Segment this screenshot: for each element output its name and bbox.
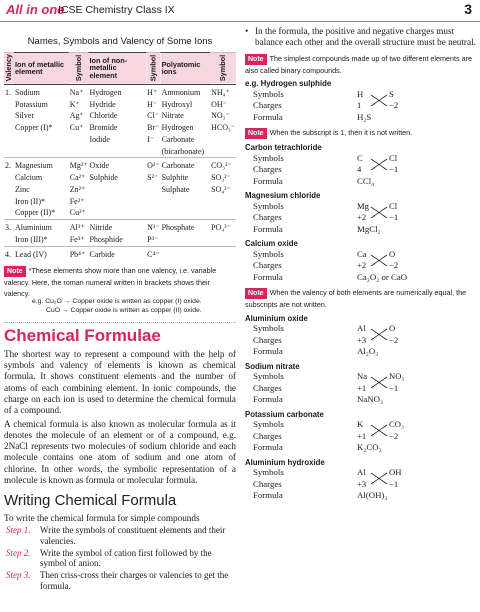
table-cell: NO₃⁻ <box>211 111 230 121</box>
table-cell <box>146 207 160 219</box>
charge-2: −1 <box>389 212 399 223</box>
table-cell: Cu²⁺ <box>69 208 86 218</box>
table-cell: Carbonate <box>161 158 211 172</box>
formula-value: Ca₂O₂ or CaO <box>357 271 408 282</box>
table-cell <box>210 134 236 146</box>
charges-label: Charges <box>253 478 282 489</box>
valency-cell <box>4 196 14 208</box>
formula-label: Formula <box>253 442 283 453</box>
table-cell: Nitrate <box>161 111 184 121</box>
table-cell <box>161 234 211 246</box>
table-row <box>4 172 236 184</box>
right-column <box>245 26 477 502</box>
symbols-label: Symbols <box>253 152 284 163</box>
symbol-2: NO₃ <box>389 371 405 382</box>
criss-cross-diagram <box>357 371 477 394</box>
left-column <box>4 26 236 592</box>
charge-1: +3 <box>357 334 367 345</box>
note-binary <box>245 53 477 75</box>
symbols-label: Symbols <box>253 248 284 259</box>
symbols-label: Symbols <box>253 371 284 382</box>
charge-2: −2 <box>389 334 399 345</box>
formula-value: Al₂O₃ <box>357 346 379 357</box>
formula-value: H₂S <box>357 111 372 122</box>
table-cell <box>88 146 146 158</box>
valency-cell <box>4 99 14 111</box>
symbols-label: Symbols <box>253 200 284 211</box>
table-cell: I⁻ <box>147 134 155 144</box>
writing-formula-heading: Writing Chemical Formula <box>4 492 177 510</box>
step-item <box>4 525 236 547</box>
table-cell: Carbonate <box>161 134 195 144</box>
symbol-1: Ca <box>357 248 367 259</box>
table-cell: Na⁺ <box>69 84 89 98</box>
valency-cell <box>4 172 14 184</box>
table-cell <box>69 146 89 158</box>
criss-cross-diagram <box>357 323 477 346</box>
formula-value: CCl₄ <box>357 175 375 186</box>
table-cell: Potassium <box>15 99 48 109</box>
writing-intro: To write the chemical formula for simple compounds <box>4 512 200 523</box>
table-cell: Nitride <box>88 220 146 234</box>
compound-example <box>245 410 477 454</box>
charges-label: Charges <box>253 382 282 393</box>
step-label: Step 3. <box>6 570 31 581</box>
table-row <box>4 110 236 122</box>
charge-1: +2 <box>357 212 367 223</box>
table-cell: Iron (II)* <box>15 196 45 206</box>
chemical-formulae-heading: Chemical Formulae <box>4 322 236 347</box>
example-title: e.g. Hydrogen sulphide <box>245 79 332 89</box>
valency-cell <box>4 234 14 246</box>
valency-cell <box>4 184 14 196</box>
table-cell <box>146 184 160 196</box>
table-cell: Hydroxyl <box>161 99 193 109</box>
compound-example <box>245 362 477 406</box>
formula-label: Formula <box>253 223 283 234</box>
valency-cell <box>4 207 14 219</box>
table-cell <box>210 146 236 158</box>
charge-1: 1 <box>357 100 362 111</box>
table-cell: S²⁻ <box>147 173 159 183</box>
table-cell: NH₄⁺ <box>210 84 236 98</box>
charge-1: +1 <box>357 382 367 393</box>
symbol-1: C <box>357 152 363 163</box>
compound-example <box>245 239 477 283</box>
table-cell: CO₃²⁻ <box>210 158 236 172</box>
table-cell: H⁻ <box>147 99 158 109</box>
symbol-2: O <box>389 323 396 334</box>
charges-label: Charges <box>253 430 282 441</box>
table-row <box>4 99 236 111</box>
charges-label: Charges <box>253 334 282 345</box>
table-row <box>4 207 236 219</box>
compound-name: Aluminium oxide <box>245 313 308 323</box>
table-cell: Mg²⁺ <box>69 158 89 172</box>
table-row <box>4 196 236 208</box>
charge-2: −1 <box>389 382 399 393</box>
table-cell: N³⁻ <box>146 220 160 234</box>
compound-name: Aluminium hydroxide <box>245 457 325 467</box>
symbols-label: Symbols <box>253 323 284 334</box>
table-cell <box>146 146 160 158</box>
valency-cell <box>4 146 14 158</box>
note-badge: Note <box>245 54 267 65</box>
table-cell: PO₄³⁻ <box>210 220 236 234</box>
note-text: When the valency of both elements are numerically equal, the subscripts are not written. <box>245 288 467 310</box>
step-label: Step 2. <box>6 547 31 558</box>
note-text: When the subscript is 1, then it is not written. <box>269 128 413 138</box>
note-variable-valency <box>4 265 236 316</box>
table-cell: HCO₃⁻ <box>211 123 235 133</box>
table-row <box>4 158 236 172</box>
table-cell: H⁺ <box>146 84 160 98</box>
table-row <box>4 234 236 246</box>
table-cell: Copper (II)* <box>15 208 56 218</box>
formula-value: K₂CO₃ <box>357 442 382 453</box>
compound-example <box>245 191 477 235</box>
step-text: Write the symbols of constituent elements and their valencies. <box>40 524 226 546</box>
table-cell: Hydrogen <box>161 123 194 133</box>
table-cell: Iodide <box>89 134 110 144</box>
symbol-2: Cl <box>389 200 398 211</box>
paragraph-1: The shortest way to represent a compound with the help of symbols and valency of elements is known as chemical formula. It shows constituent elements and the number of atoms of each combining element. In ionic compounds, the charge on each ion is used to determine the chemical formula of a compound. <box>4 348 236 416</box>
table-cell: Chloride <box>89 111 118 121</box>
criss-cross-arrows <box>357 153 417 176</box>
valency-cell <box>4 122 14 134</box>
charge-2: −2 <box>389 260 399 271</box>
table-row <box>4 184 236 196</box>
table-row <box>4 146 236 158</box>
table-row <box>4 246 236 260</box>
formula-label: Formula <box>253 175 283 186</box>
charges-label: Charges <box>253 100 282 111</box>
step-text: Write the symbol of cation first followed by the symbol of anion. <box>40 547 212 569</box>
table-cell: Zn²⁺ <box>69 184 86 194</box>
table-header: Valency <box>4 52 14 84</box>
symbol-1: Na <box>357 371 368 382</box>
formula-label: Formula <box>253 394 283 405</box>
compound-example <box>245 458 477 502</box>
table-cell: SO₄²⁻ <box>211 184 231 194</box>
page-header <box>0 0 480 20</box>
table-cell: Cu⁺ <box>69 123 84 133</box>
symbol-2: S <box>389 88 394 99</box>
table-cell: Ca²⁺ <box>69 173 86 183</box>
table-cell: Phosphide <box>89 234 123 244</box>
table-cell <box>161 246 211 260</box>
table-header: Ion of metallic element <box>14 52 69 84</box>
criss-cross-arrows <box>357 89 417 112</box>
valency-cell: 3. <box>4 220 14 234</box>
table-cell <box>161 207 211 219</box>
table-cell: (bicarbonate) <box>161 146 205 156</box>
table-cell: Fe³⁺ <box>69 234 85 244</box>
valency-cell: 4. <box>4 246 14 260</box>
paragraph-2: A chemical formula is also known as molecular formula as it denotes the molecule of an element or of a compound, e.g. 2NaCl represents two molecules of sodium chloride and each molecule contains one atom of sodium and one atom of chlorine. In other words, the symbolic representation of a molecule is known as formula or molecular formula. <box>4 418 236 486</box>
table-cell <box>88 207 146 219</box>
neutrality-bullet: • In the formula, the positive and negative charges must balance each other and the overall structure must be neutral. <box>245 26 477 49</box>
formula-label: Formula <box>253 111 283 122</box>
page-number: 3 <box>464 1 472 17</box>
table-cell: Copper (I)* <box>15 123 53 133</box>
symbol-2: CO₃ <box>389 419 404 430</box>
compound-name: Carbon tetrachloride <box>245 143 322 153</box>
symbol-2: OH <box>389 467 402 478</box>
formula-value: NaNO₃ <box>357 394 384 405</box>
table-row <box>4 220 236 234</box>
compound-example <box>245 89 477 124</box>
charges-label: Charges <box>253 164 282 175</box>
table-header: Ion of non-metallic element <box>88 52 146 84</box>
note-block <box>245 127 477 139</box>
note-badge: Note <box>245 288 267 299</box>
table-cell: K⁺ <box>69 99 80 109</box>
note-block <box>245 287 477 309</box>
formula-label: Formula <box>253 346 283 357</box>
symbol-2: Cl <box>389 152 398 163</box>
compound-example <box>245 314 477 358</box>
table-cell: Aluminium <box>14 220 69 234</box>
criss-cross-diagram <box>357 201 477 224</box>
table-header: Symbol <box>210 52 236 84</box>
table-row <box>4 134 236 146</box>
table-cell <box>210 246 236 260</box>
valency-cell: 1. <box>4 84 14 98</box>
table-cell: Zinc <box>15 184 30 194</box>
table-cell: Al³⁺ <box>69 220 89 234</box>
table-cell: Magnesium <box>14 158 69 172</box>
symbol-1: Mg <box>357 200 369 211</box>
charge-2: −2 <box>389 100 399 111</box>
note-text: *These elements show more than one valency, i.e. variable valency. Here, the roman numeral written in brackets shows their valency. <box>4 266 217 298</box>
steps-list <box>4 525 236 592</box>
table-cell <box>210 234 236 246</box>
table-title: Names, Symbols and Valency of Some Ions <box>27 36 213 47</box>
table-cell: Hydride <box>89 99 116 109</box>
table-cell: Phosphate <box>161 220 211 234</box>
symbols-label: Symbols <box>253 467 284 478</box>
table-cell: Hydrogen <box>88 84 146 98</box>
table-cell: Bromide <box>89 123 118 133</box>
compound-examples <box>245 89 477 502</box>
formula-label: Formula <box>253 271 283 282</box>
step-item <box>4 548 236 570</box>
table-header: Symbol <box>146 52 160 84</box>
table-cell: Calcium <box>15 173 43 183</box>
charge-2: −2 <box>389 430 399 441</box>
step-text: Then criss-cross their charges or valencies to get the formula. <box>40 570 229 591</box>
charge-1: +2 <box>357 260 367 271</box>
charge-1: 4 <box>357 164 362 175</box>
symbol-1: Al <box>357 323 366 334</box>
valency-cell: 2. <box>4 158 14 172</box>
symbols-label: Symbols <box>253 88 284 99</box>
charge-2: −1 <box>389 164 399 175</box>
table-cell: Carbide <box>88 246 146 260</box>
formula-label: Formula <box>253 490 283 501</box>
note-badge: Note <box>245 128 267 139</box>
compound-name: Magnesium chloride <box>245 191 321 201</box>
charge-2: −1 <box>389 478 399 489</box>
table-cell: C⁴⁻ <box>146 246 160 260</box>
table-cell <box>88 196 146 208</box>
criss-cross-diagram <box>357 467 477 490</box>
table-cell: Fe²⁺ <box>69 196 85 206</box>
table-cell <box>210 207 236 219</box>
criss-cross-diagram <box>357 89 477 112</box>
ions-table <box>4 52 236 261</box>
table-cell: Sulphite <box>161 173 189 183</box>
table-cell: Oxide <box>88 158 146 172</box>
charges-label: Charges <box>253 212 282 223</box>
table-row <box>4 84 236 98</box>
table-header: Polyatomic ions <box>161 52 211 84</box>
note-text: The simplest compounds made up of two different elements are also called binary compounds. <box>245 53 472 75</box>
table-cell <box>161 196 211 208</box>
formula-value: Al(OH)₃ <box>357 490 388 501</box>
table-header: Symbol <box>69 52 89 84</box>
compound-example <box>245 143 477 187</box>
formula-value: MgCl₂ <box>357 223 381 234</box>
table-cell: Sulphide <box>89 173 118 183</box>
table-cell: Iron (III)* <box>15 234 48 244</box>
table-cell: SO₃²⁻ <box>211 173 231 183</box>
table-cell: Pb⁴⁺ <box>69 246 89 260</box>
table-cell: Lead (IV) <box>14 246 69 260</box>
brand-logo: All in one <box>6 2 65 17</box>
table-cell <box>14 146 69 158</box>
table-cell: OH⁻ <box>211 99 227 109</box>
table-cell <box>210 196 236 208</box>
criss-cross-diagram <box>357 153 477 176</box>
table-cell <box>146 196 160 208</box>
table-cell: Cl⁻ <box>147 111 159 121</box>
symbol-1: H <box>357 88 364 99</box>
charge-1: +1 <box>357 430 367 441</box>
table-cell <box>69 134 89 146</box>
symbol-1: K <box>357 419 364 430</box>
book-title: ICSE Chemistry Class IX <box>58 4 175 16</box>
symbol-1: Al <box>357 467 366 478</box>
symbols-label: Symbols <box>253 419 284 430</box>
compound-name: Sodium nitrate <box>245 361 300 371</box>
criss-cross-diagram <box>357 419 477 442</box>
valency-cell <box>4 110 14 122</box>
table-cell: Ag⁺ <box>69 111 84 121</box>
note-badge: Note <box>4 266 26 277</box>
note-example-1: e.g. Cu₂O → Copper oxide is written as copper (I) oxide. <box>32 298 202 306</box>
table-cell <box>88 184 146 196</box>
table-cell: Sodium <box>14 84 69 98</box>
symbol-2: O <box>389 248 396 259</box>
criss-cross-diagram <box>357 249 477 272</box>
step-label: Step 1. <box>6 524 31 535</box>
header-rule <box>0 21 480 22</box>
charges-label: Charges <box>253 260 282 271</box>
note-example-2: CuO → Copper oxide is written as copper (II) oxide. <box>46 307 202 315</box>
compound-name: Potassium carbonate <box>245 409 324 419</box>
table-cell: Br⁻ <box>147 123 160 133</box>
charge-1: +3 <box>357 478 367 489</box>
table-cell: O²⁻ <box>146 158 160 172</box>
table-cell: Silver <box>15 111 35 121</box>
table-cell <box>14 134 69 146</box>
compound-name: Calcium oxide <box>245 239 298 249</box>
table-cell: P³⁻ <box>147 234 159 244</box>
step-item <box>4 570 236 592</box>
valency-cell <box>4 134 14 146</box>
table-cell: Sulphate <box>161 184 190 194</box>
table-row <box>4 122 236 134</box>
table-cell: Ammonium <box>161 84 211 98</box>
